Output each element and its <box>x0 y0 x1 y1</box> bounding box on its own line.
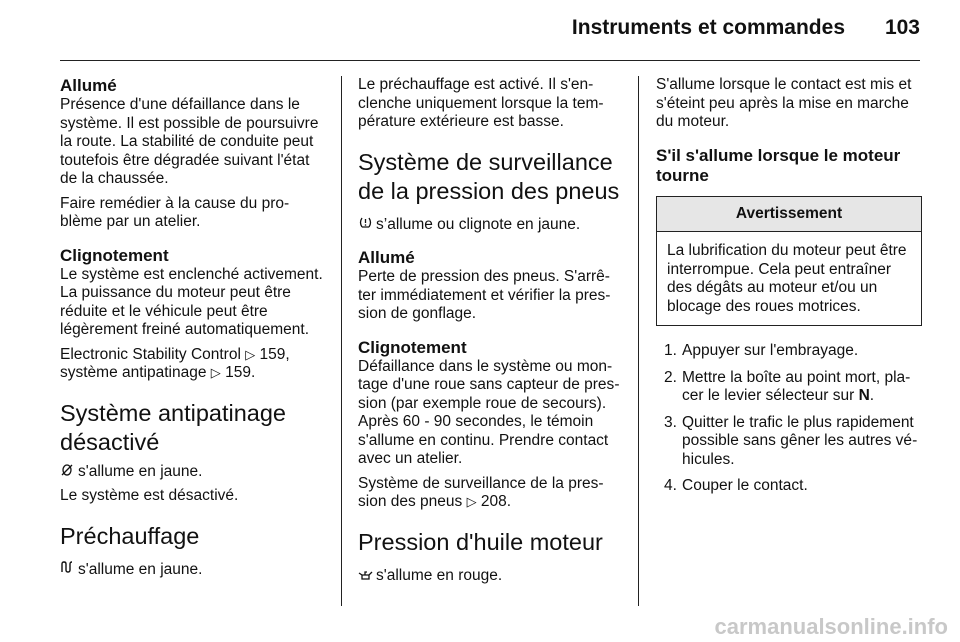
step-text-end: . <box>869 387 875 404</box>
heading-oil-pressure: Pression d'huile moteur <box>358 528 603 555</box>
paragraph-tc-off: Le système est désactivé. <box>60 487 239 504</box>
page-number: 103 <box>884 16 920 39</box>
paragraph-tpms-ref <box>358 475 622 512</box>
header-rule <box>60 60 920 61</box>
heading-engine-running: S'il s'allume lorsque le moteur tourne <box>656 145 901 185</box>
column-divider-1 <box>341 76 342 606</box>
step-number: 2. <box>664 368 677 386</box>
paragraph-allume: Présence d'une défaillance dans le système. Il est possible de poursuivre la route. La stabilité de conduite peut toutefois être dégradée suivant l'état de la chaussée. <box>60 96 319 187</box>
list-item <box>656 477 922 496</box>
paragraph-allume-2: Perte de pression des pneus. S'arrêter immédiatement et vérifier la pression de gonflage. <box>358 268 611 322</box>
reference-arrow-icon: ▷ <box>245 346 256 362</box>
step-number: 3. <box>664 413 677 431</box>
heading-tc-off: Système antipatinage désactivé <box>60 399 287 455</box>
oil-icon-text: s'allume en rouge. <box>376 566 503 584</box>
step-number: 4. <box>664 477 677 494</box>
tc-text: système antipatinage <box>60 364 207 381</box>
step-text: Appuyer sur l'embrayage. <box>682 342 859 359</box>
warning-box <box>656 196 922 327</box>
paragraph-references <box>60 346 326 383</box>
header-title: Instruments et commandes <box>571 16 845 39</box>
list-item <box>656 342 922 361</box>
gear-neutral-label: N <box>858 387 870 404</box>
step-text: Quitter le trafic le plus rapidement possible sans gêner les autres véhicules. <box>682 413 918 468</box>
tire-pressure-icon <box>358 216 372 235</box>
watermark: carmanualsonline.info <box>714 614 948 639</box>
esc-text: Electronic Stability Control <box>60 345 241 363</box>
heading-clignotement: Clignotement <box>60 245 169 265</box>
column-2 <box>358 76 622 585</box>
paragraph-oil-intro: S'allume lorsque le contact est mis et s'éteint peu après la mise en marche du moteur. <box>656 76 912 130</box>
tpms-ref-text: Système de surveillance de la pression des pneus <box>358 474 604 510</box>
traction-control-off-icon <box>60 463 74 482</box>
esc-page-ref[interactable]: 159, <box>259 345 290 363</box>
list-item <box>656 369 922 406</box>
warning-text: La lubrification du moteur peut être interrompue. Cela peut entraîner des dégâts au moteur et/ou un blocage des roues motrices. <box>667 242 907 315</box>
paragraph-oil-icon <box>358 567 622 586</box>
step-text: Mettre la boîte au point mort, placer le levier sélecteur sur <box>682 368 911 404</box>
heading-allume-2: Allumé <box>358 248 415 267</box>
step-number: 1. <box>664 342 677 359</box>
paragraph-faire-remedier: Faire remédier à la cause du problème par un atelier. <box>60 194 290 230</box>
steps-list <box>656 342 922 496</box>
paragraph-clignotement-2: Défaillance dans le système ou montage d'une roue sans capteur de pression (par exemple roue de secours). Après 60 - 90 secondes, le témoin s'allume en continu. Prendre contact avec un atelier. <box>358 357 620 467</box>
paragraph-tc-icon <box>60 463 326 482</box>
tpms-icon-text: s’allume ou clignote en jaune. <box>376 215 581 233</box>
tc-icon-text: s'allume en jaune. <box>78 462 203 480</box>
tc-page-ref[interactable]: 159. <box>225 364 256 381</box>
preheat-icon-text: s'allume en jaune. <box>78 560 203 578</box>
heading-tpms: Système de surveillance de la pression des pneus <box>358 148 620 204</box>
list-item <box>656 414 922 470</box>
heading-clignotement-2: Clignotement <box>358 337 467 357</box>
heading-prechauffage: Préchauffage <box>60 522 200 549</box>
column-3 <box>656 76 922 504</box>
tpms-page-ref[interactable]: 208. <box>480 493 512 510</box>
reference-arrow-icon: ▷ <box>210 365 221 380</box>
paragraph-preheat-icon <box>60 561 326 580</box>
reference-arrow-icon: ▷ <box>466 494 477 509</box>
paragraph-clignotement: Le système est enclenché activement. La puissance du moteur peut être réduite et le véhicule peut être légèrement freiné automatiquement. <box>60 265 323 338</box>
paragraph-tpms-icon <box>358 216 622 235</box>
step-text: Couper le contact. <box>682 477 808 494</box>
column-1 <box>60 76 326 579</box>
heading-allume: Allumé <box>60 76 117 95</box>
warning-title: Avertissement <box>657 197 921 233</box>
oil-can-icon <box>358 567 372 586</box>
paragraph-preheat: Le préchauffage est activé. Il s'enclenche uniquement lorsque la température extérieure est basse. <box>358 76 604 130</box>
preheat-coil-icon <box>60 561 74 580</box>
column-divider-2 <box>638 76 639 606</box>
